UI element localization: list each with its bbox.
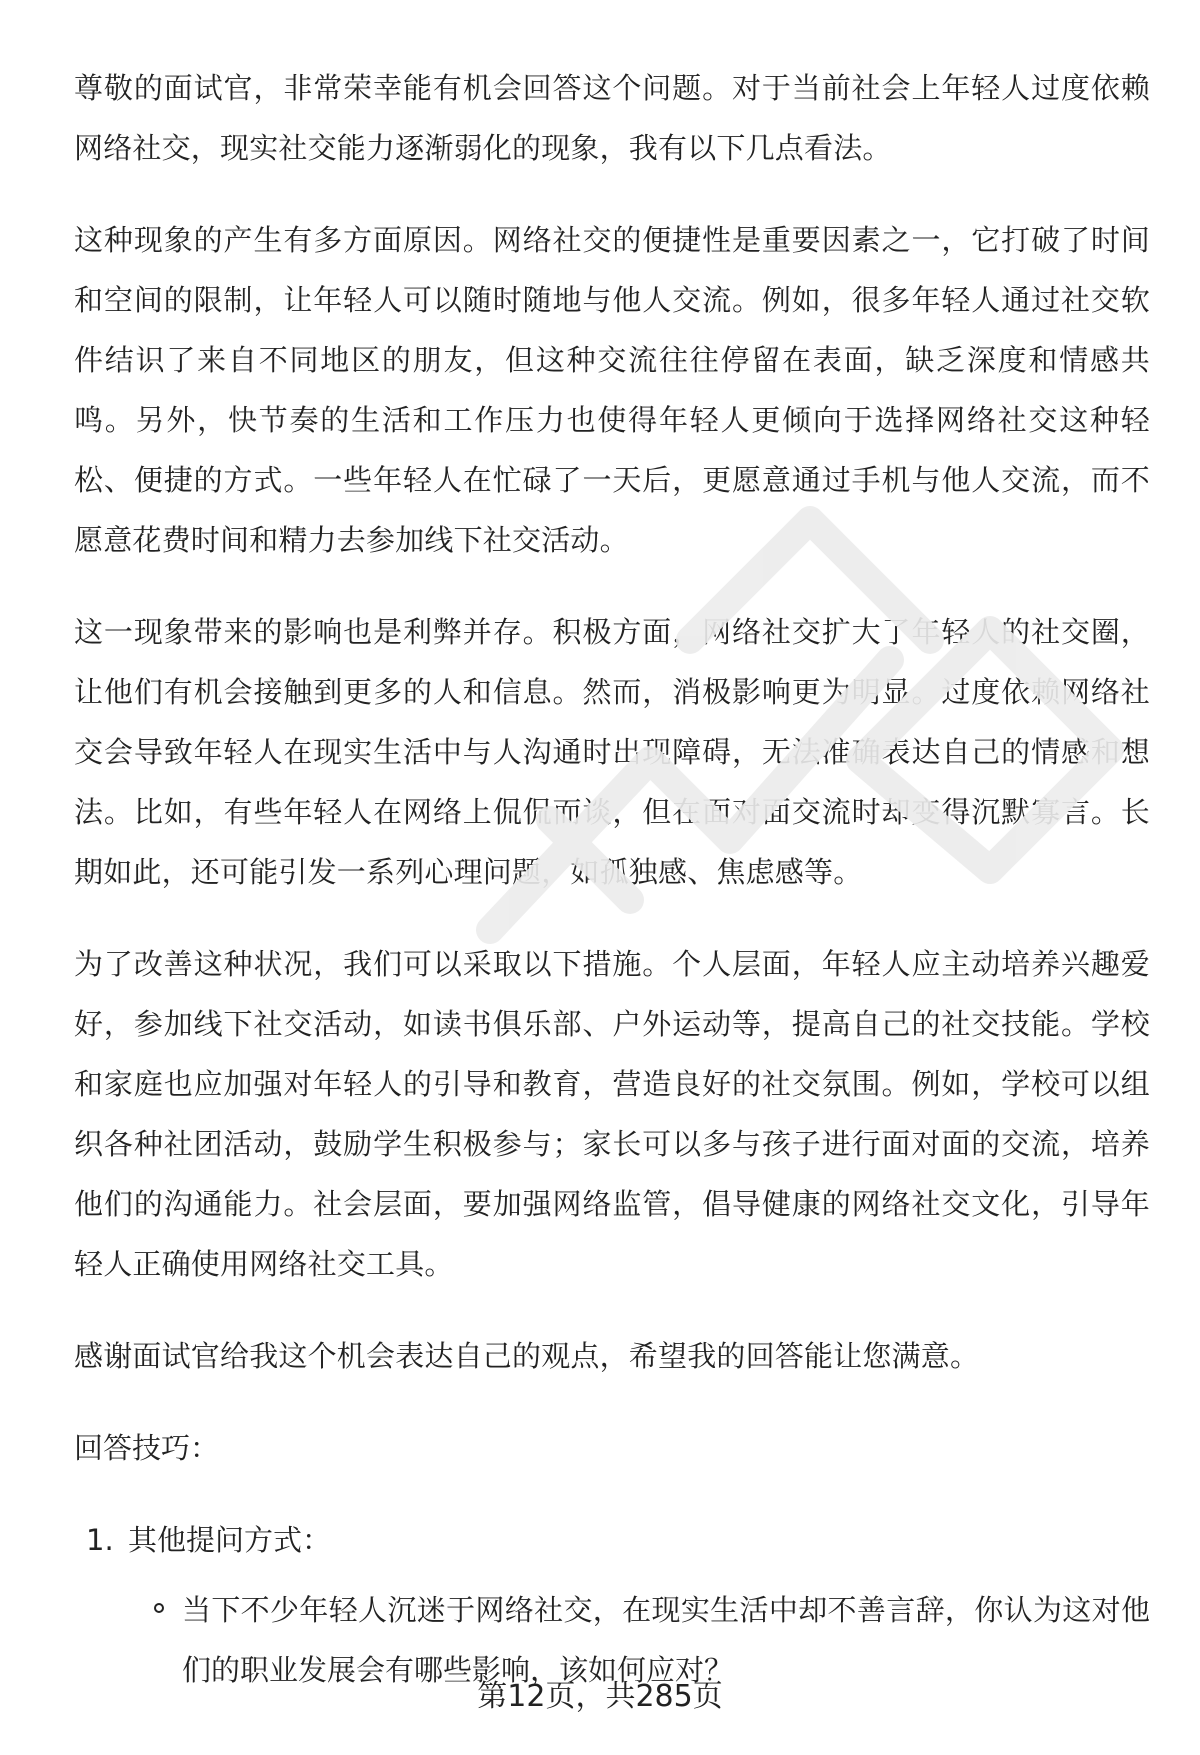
list-item-label: 其他提问方式： (128, 1523, 332, 1557)
paragraph-measures: 为了改善这种状况，我们可以采取以下措施。个人层面，年轻人应主动培养兴趣爱好，参加线下社交活动，如读书俱乐部、户外运动等，提高自己的社交技能。学校和家庭也应加强对年轻人的引导和教育，营造良好的社交氛围。例如，学校可以组织各种社团活动，鼓励学生积极参与；家长可以多与孩子进行面对面的交流，培养他们的沟通能力。社会层面，要加强网络监管，倡导健康的网络社交文化，引导年轻人正确使用网络社交工具。 (74, 947, 1150, 1281)
tips-heading: 回答技巧： (74, 1431, 220, 1465)
page-footer: 第12页，共285页 (477, 1679, 723, 1714)
document-body (74, 58, 1150, 1700)
paragraph-impacts: 这一现象带来的影响也是利弊并存。积极方面，网络社交扩大了年轻人的社交圈，让他们有机会接触到更多的人和信息。然而，消极影响更为明显。过度依赖网络社交会导致年轻人在现实生活中与人沟通时出现障碍，无法准确表达自己的情感和想法。比如，有些年轻人在网络上侃侃而谈，但在面对面交流时却变得沉默寡言。长期如此，还可能引发一系列心理问题，如孤独感、焦虑感等。 (74, 615, 1150, 889)
paragraph-intro: 尊敬的面试官，非常荣幸能有机会回答这个问题。对于当前社会上年轻人过度依赖网络社交，现实社交能力逐渐弱化的现象，我有以下几点看法。 (74, 71, 1150, 165)
paragraph-causes: 这种现象的产生有多方面原因。网络社交的便捷性是重要因素之一，它打破了时间和空间的限制，让年轻人可以随时随地与他人交流。例如，很多年轻人通过社交软件结识了来自不同地区的朋友，但这种交流往往停留在表面，缺乏深度和情感共鸣。另外，快节奏的生活和工作压力也使得年轻人更倾向于选择网络社交这种轻松、便捷的方式。一些年轻人在忙碌了一天后，更愿意通过手机与他人交流，而不愿意花费时间和精力去参加线下社交活动。 (74, 223, 1150, 557)
paragraph-closing: 感谢面试官给我这个机会表达自己的观点，希望我的回答能让您满意。 (74, 1339, 980, 1373)
list-item-number: 1. (86, 1523, 114, 1557)
sub-list-item-text: 当下不少年轻人沉迷于网络社交，在现实生活中却不善言辞，你认为这对他们的职业发展会有哪些影响，该如何应对？ (182, 1593, 1150, 1687)
circle-bullet-icon (154, 1603, 164, 1613)
